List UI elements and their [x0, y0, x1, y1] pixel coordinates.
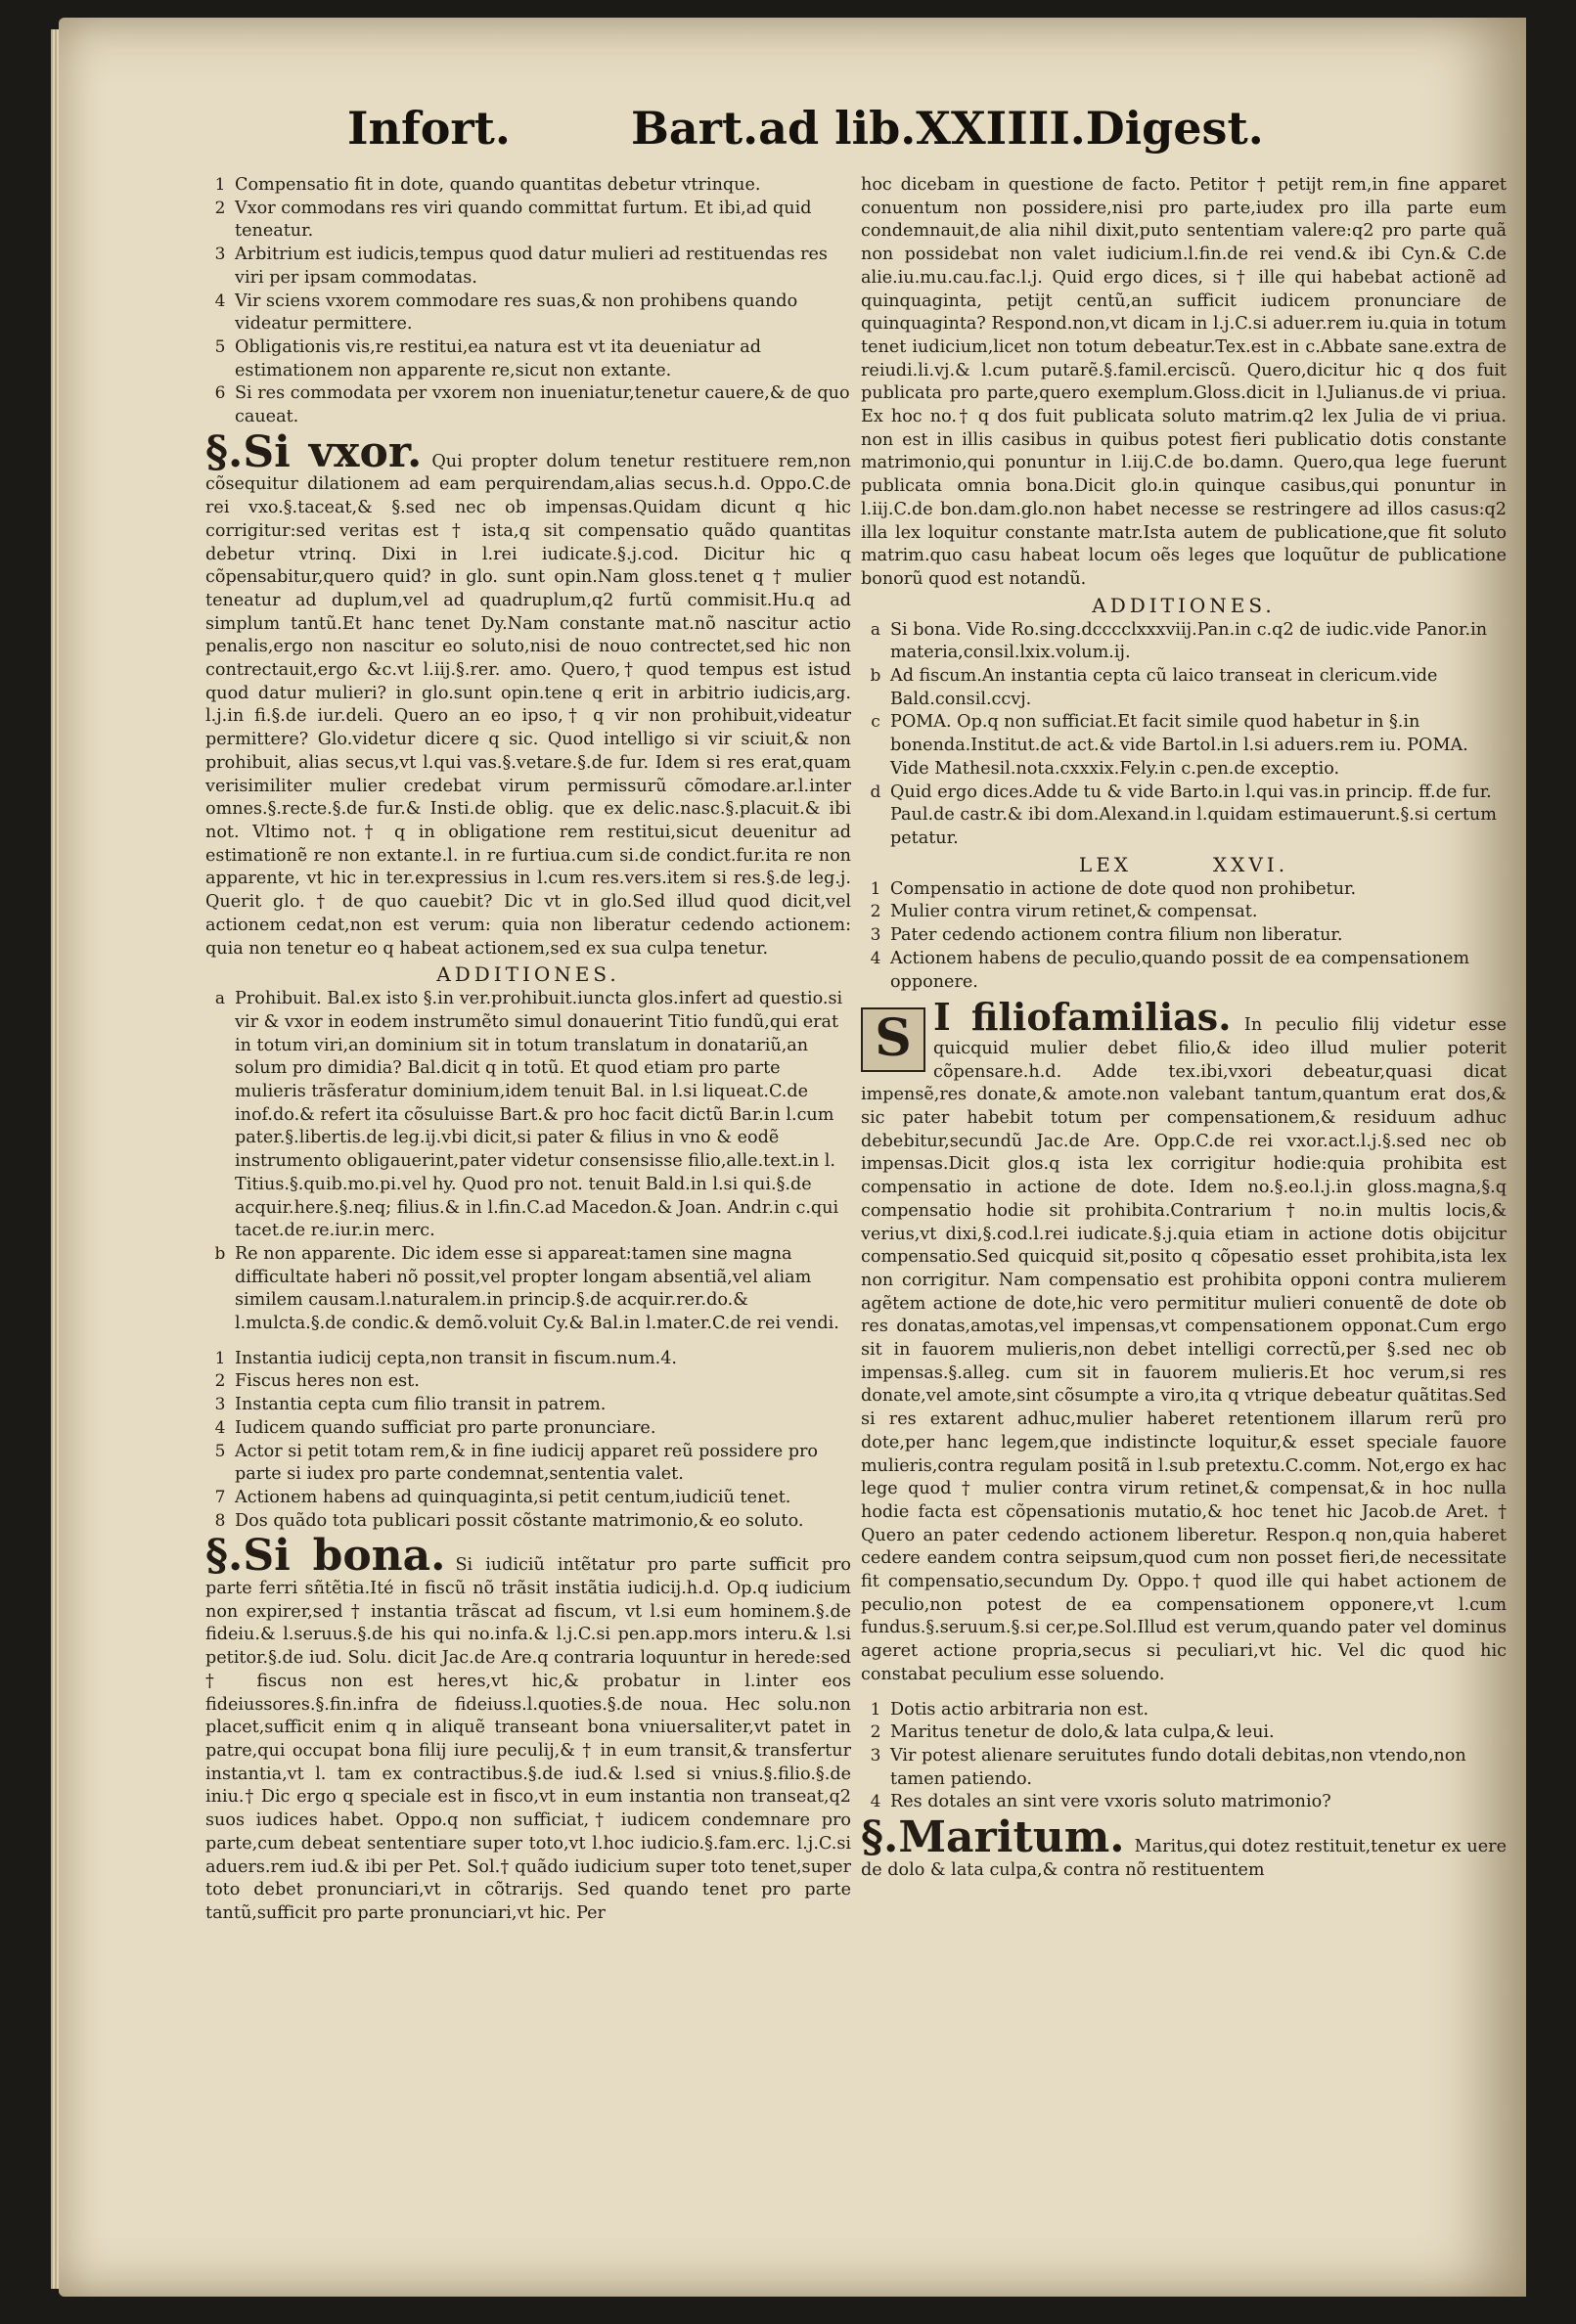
item-number: 4: [214, 290, 226, 311]
section-si-vxor: [205, 426, 851, 961]
summary-item: [205, 244, 851, 290]
additio-item: [205, 988, 851, 1243]
item-number: c: [871, 712, 880, 733]
item-number: b: [214, 1243, 226, 1264]
summary-item: [861, 901, 1507, 924]
item-number: 5: [214, 336, 226, 357]
item-text: Compensatio in actione de dote quod non prohibetur.: [890, 878, 1357, 899]
item-number: 1: [870, 1699, 881, 1720]
summary-item: [861, 1791, 1507, 1814]
summary-list: [205, 1348, 851, 1534]
summary-item: [861, 1699, 1507, 1722]
additio-item: [861, 782, 1507, 851]
summary-item: [205, 290, 851, 336]
section-si-bona: [205, 1531, 851, 1925]
item-text: Vir potest alienare seruitutes fundo dotali debitas,non vtendo,non tamen patiendo.: [890, 1746, 1466, 1789]
item-text: Actionem habens de peculio,quando possit de ea compensationem opponere.: [890, 948, 1470, 992]
summary-item: [205, 198, 851, 244]
item-text: Dos quãdo tota publicari possit cõstante matrimonio,& eo soluto.: [235, 1510, 804, 1531]
right-column: [861, 174, 1507, 1883]
item-text: Dotis actio arbitraria non est.: [890, 1699, 1149, 1720]
item-number: a: [870, 619, 881, 640]
additiones-title: ADDITIONES.: [436, 962, 620, 987]
item-number: 1: [214, 175, 226, 195]
section-heading: §.Si vxor.: [205, 426, 423, 477]
additio-item: [861, 711, 1507, 781]
item-number: 1: [214, 1348, 226, 1368]
summary-item: [205, 1510, 851, 1534]
item-number: 7: [214, 1487, 226, 1507]
item-number: 3: [214, 1395, 226, 1415]
item-text: Actionem habens ad quinquaginta,si petit centum,iudiciũ tenet.: [235, 1487, 791, 1507]
additiones-list: [205, 988, 851, 1336]
summary-item: [205, 174, 851, 198]
additiones-title: ADDITIONES.: [1092, 593, 1276, 617]
item-number: 3: [870, 1746, 881, 1765]
item-number: 4: [214, 1417, 226, 1438]
item-text: Arbitrium est iudicis,tempus quod datur mulieri ad restituendas res viri per ipsam commodatas.: [235, 245, 828, 288]
additio-item: [861, 619, 1507, 665]
summary-list: [861, 1699, 1507, 1815]
left-column: [205, 174, 851, 1926]
summary-item: [861, 924, 1507, 948]
section-text: Si iudiciũ intẽtatur pro parte sufficit pro parte ferri sñtẽtia.Ité in fiscũ nõ trãsit instãtia iudicij.h.d. Op.q iudicium non expirer,sed † instantia trãscat ad fiscum, vt l.si eum hominem.§.de fideiu.& l.seruus.§.de his qui no.infa.& l.j.C.si pen.app.mors interu.& l.si petitor.§.de iud. Solu. dicit Jac.de Are.q contraria loquuntur in herede:sed † fiscus non est heres,vt hic,& probatur in l.inter eos fideiussores.§.fin.infra de fideiuss.l.quoties.§.de noua. Hec solu.non placet,sufficit enim q in aliquẽ transeant bona vniuersaliter,vt patet in patre,qui occupat bona filij iure peculij,& † in eum transit,& transfertur instantia,vt l. tam ex contractibus.§.de iud.& l.sed si vnius.§.filio.§.de iniu.† Dic ergo q speciale est in fisco,vt in eum instantia non transeat,q2 suos iudices habet. Oppo.q non sufficiat,† iudicem condemnare pro parte,cum debeat sententiare super toto,vt l.hoc iudicio.§.fam.erc. l.j.C.si aduers.rem iud.& ibi per Pet. Sol.† quãdo iudicium super toto tenet,super toto debet pronunciari,vt in cõtrarijs. Sed quando tenet pro parte tantũ,sufficit pro parte pronunciari,vt hic. Per: [205, 1555, 851, 1923]
item-text: Quid ergo dices.Adde tu & vide Barto.in l.qui vas.in princip. ff.de fur. Paul.de castr.& ibi dom.Alexand.in l.quidam estimauerunt.§.si certum petatur.: [890, 782, 1497, 848]
item-number: 2: [214, 198, 226, 218]
item-number: 2: [214, 1371, 226, 1392]
summary-item: [861, 1745, 1507, 1791]
item-number: 1: [870, 878, 881, 899]
item-text: Pater cedendo actionem contra filium non liberatur.: [890, 925, 1343, 946]
item-number: a: [214, 989, 226, 1009]
item-text: Obligationis vis,re restitui,ea natura est vt ita deueniatur ad estimationem non apparente re,sicut non extante.: [235, 336, 762, 380]
item-number: 2: [870, 1722, 881, 1743]
item-text: Compensatio fit in dote, quando quantitas debetur vtrinque.: [235, 175, 761, 195]
item-number: 2: [870, 902, 881, 922]
lex-label: LEX: [1078, 852, 1133, 876]
summary-item: [205, 1348, 851, 1371]
additio-item: [861, 665, 1507, 711]
item-text: Fiscus heres non est.: [235, 1371, 420, 1392]
item-text: Si bona. Vide Ro.sing.dcccclxxxviij.Pan.in c.q2 de iudic.vide Panor.in materia,consil.lxix.volum.ij.: [890, 619, 1488, 663]
section-si-filiofamilias: [861, 995, 1508, 1686]
continued-text: hoc dicebam in questione de facto. Petitor † petijt rem,in fine apparet conuentum non possidere,nisi pro parte,iudex pro illa parte eum condemnauit,de alia nihil dixit,puto sententiam valere:q2 pro parte quã non possidebat non valet iudicium.l.fin.de rei vend.& ibi Cyn.& C.de alie.iu.mu.cau.fac.l.j. Quid ergo dices, si † ille qui habebat actionẽ ad quinquaginta, petijt centũ,an sufficit iudicem pronunciare de quinquaginta? Respond.non,vt dicam in l.j.C.si aduer.rem iu.quia in totum tenet iudicium,licet non totum debeatur.Tex.est in c.Abbate sane.extra de reiudi.li.vj.& l.cum putarẽ.§.famil.erciscũ. Quero,dicitur hic q dos fuit publicata pro parte,quero exemplum.Gloss.dicit in l.Julianus.de vi priua. Ex hoc no.† q dos fuit publicata soluto matrim.q2 lex Julia de vi priua. non est in illis casibus in quibus potest fieri publicatio dotis constante matrimonio,qui ponuntur in l.iij.C.de bo.damn. Quero,qua lege fuerunt publicata omnia bona.Dicit glo.in quinque casibus,qui ponuntur in l.iij.C.de bon.dam.glo.non habet necesse se restringere ad illos casus:q2 illa lex loquitur constante matr.Ista autem de publicatione,que fit soluto matrim.quo casu habeat locum oẽs leges que loquũtur de publicatione bonorũ quod est notandũ.: [861, 175, 1507, 589]
item-number: 6: [214, 383, 226, 404]
section-text: Maritus,qui dotez restituit,tenetur ex uere de dolo & lata culpa,& contra nõ restituentem: [861, 1837, 1507, 1880]
item-text: Re non apparente. Dic idem esse si appareat:tamen sine magna difficultate haberi nõ possit,vel propter longam absentiã,vel aliam similem causam.l.naturalem.in princip.§.de acquir.rer.do.& l.mulcta.§.de condic.& demõ.voluit Cy.& Bal.in l.mater.C.de rei vendi.: [235, 1243, 839, 1334]
item-text: Res dotales an sint vere vxoris soluto matrimonio?: [890, 1792, 1331, 1812]
item-text: Si res commodata per vxorem non inueniatur,tenetur cauere,& de quo caueat.: [235, 383, 850, 427]
item-text: Vxor commodans res viri quando committat furtum. Et ibi,ad quid teneatur.: [235, 198, 812, 242]
additiones-list: [861, 619, 1507, 851]
item-text: Instantia cepta cum filio transit in patrem.: [235, 1395, 607, 1415]
additio-item: [205, 1243, 851, 1336]
item-text: Ad fiscum.An instantia cepta cũ laico transeat in clericum.vide Bald.consil.ccvj.: [890, 666, 1438, 709]
section-text: Qui propter dolum tenetur restituere rem,non cõsequitur dilationem ad eam perquirendam,alias secus.h.d. Oppo.C.de rei vxo.§.taceat,& §.sed nec ob impensas.Quidam dicunt q hic corrigitur:sed veritas est † ista,q sit compensatio quãdo quantitas debetur vtrinq. Dixi in l.rei iudicate.§.j.cod. Dicitur hic q cõpensabitur,quero quid? in glo. sunt opin.Nam gloss.tenet q † mulier teneatur ad duplum,vel ad quadruplum,q2 furtũ commisit.Hu.q ad simplum tantũ.Et hanc tenet Dy.Nam constante mat.nõ nascitur actio penalis,ergo non nascitur eo soluto,nisi de nouo contrectet,sed hic non contrectauit,ergo &c.vt l.iij.§.rer. amo. Quero,† quod tempus est istud quod datur mulieri? in glo.sunt opin.tene q erit in arbitrio iudicis,arg. l.j.in fi.§.de iur.deli. Quero an eo ipso,† q vir non prohibuit,videatur permittere? Glo.videtur dicere q sic. Quod intelligo si vir sciuit,& non prohibuit, alias secus,vt l.qui vas.§.vetare.§.de fur. Idem si res erat,quam verisimiliter mulier credebat virum permissurũ cõmodare.ar.l.inter omnes.§.recte.§.de fur.& Insti.de oblig. que ex delic.nasc.§.placuit.& ibi not. Vltimo not.† q in obligatione rem restitui,sicut deuenitur ad estimationẽ re non extante.l. in re furtiua.cum si.de condict.fur.ita re non apparente, vt hic in ter.expressius in l.cum res.vers.item si res.§.de leg.j. Querit glo. † de quo cauebit? Dic vt in glo.Sed illud quod dicit,vel actionem cedat,non est verum: quia non liberatur cedendo actionem: quia non tenetur eo q habeat actionem,sed ex sua culpa tenetur.: [205, 451, 851, 959]
summary-item: [205, 382, 851, 428]
decorated-initial: S: [861, 1007, 925, 1072]
item-number: d: [870, 782, 881, 802]
item-text: Prohibuit. Bal.ex isto §.in ver.prohibuit.iuncta glos.infert ad questio.si vir & vxor in eodem instrumẽto simul donauerint Titio fundũ,qui erat in totum viri,an dominium sit in totum translatum in donatariũ,an solum pro dimidia? Bal.dicit q in totũ. Et quod etiam pro parte mulieris trãsferatur dominium,idem tenuit Bal. in l.si liqueat.C.de inof.do.& refert ita cõsuluisse Bart.& pro hoc facit dictũ Bar.in l.cum pater.§.libertis.de leg.ij.vbi dicit,si pater & filius in vno & eodẽ instrumento obligauerint,pater videtur consensisse filio,alle.text.in l. Titius.§.quib.mo.pi.vel hy. Quod pro not. tenuit Bald.in l.si qui.§.de acquir.here.§.neq; filius.& in l.fin.C.ad Macedon.& Joan. Andr.in c.qui tacet.de re.iur.in merc.: [235, 989, 843, 1241]
summary-item: [205, 1394, 851, 1417]
summary-item: [205, 1370, 851, 1394]
item-text: Mulier contra virum retinet,& compensat.: [890, 902, 1258, 922]
item-number: 4: [870, 948, 881, 968]
header-right: Bart.ad lib.XXIIII.Digest.: [631, 102, 1264, 155]
header-left: Infort.: [347, 102, 511, 155]
section-heading: §.Si bona.: [205, 1531, 446, 1582]
section-text: In peculio filij videtur esse quicquid mulier debet filio,& ideo illud mulier poterit cõpensare.h.d. Adde tex.ibi,vxori debeatur,quasi dicat impensẽ,res donate,& amote.non valebant tantum,quantum erat dos,& sic pater habebit totum per compensationem,& residuum adhuc debebitur,secundũ Jac.de Are. Opp.C.de rei vxor.act.l.j.§.sed nec ob impensas.Dicit glos.q ista lex corrigitur hodie:quia prohibita est compensatio in actione de dote. Idem no.§.eo.l.j.in gloss.magna,§.q compensatio hodie sit prohibita.Contrarium † no.in multis locis,& verius,vt dixi,§.cod.l.rei iudicate.§.j.quia etiam in actione dotis obijcitur compensatio.Sed quicquid sit,posito q cõpesatio esset prohibita,ista lex non corrigitur. Nam compensatio est prohibita opponi contra mulierem agẽtem actione de dote,hic vero permititur mulieri conuentẽ de dote ob res donatas,amotas,vel impensas,vt compensationem opponat.Cum ergo sit in fauorem mulieris,non debet intelligi correctũ,per §.sed nec ob impensas.§.alleg. cum sit in fauorem mulieris.Et hoc verum,si res donate,vel amote,sint cõsumpte a viro,ita q vtrique debeatur quãtitas.Sed si res extarent adhuc,mulier haberet retentionem illarum rerũ pro dote,per hanc legem,que indistincte loquitur,& esset speciale fauore mulieris,contra regulam positã in l.sub pretextu.C.comm. Not,ergo ex hac lege quod † mulier contra virum retinet,& compensat,& in hoc nulla hodie facta est cõpensationis mutatio,& hoc tenet hic Jacob.de Aret. † Quero an pater cedendo actionem liberetur. Respon.q non,quia haberet cedere eandem contra seipsum,quod cum non posset fieri,de necessitate fit compensatio,secundum Dy. Oppo.† quod ille qui habet actionem de peculio,non potest de ea compensationem opponere,vt l.cum fundus.§.seruum.§.si cer,pe.Sol.Illud est verum,quando pater vel dominus ageret actione propria,secus si peculiari,vt hic. Vel dic quod hic constabat peculium esse soluendo.: [861, 1015, 1508, 1684]
summary-item: [205, 336, 851, 382]
item-number: 4: [870, 1792, 881, 1812]
lex-number: XXVI.: [1212, 852, 1289, 876]
summary-item: [205, 1441, 851, 1487]
item-number: 8: [214, 1510, 226, 1531]
item-text: Vir sciens vxorem commodare res suas,& non prohibens quando videatur permittere.: [235, 290, 798, 335]
item-text: Iudicem quando sufficiat pro parte pronunciare.: [235, 1417, 656, 1438]
summary-list: [861, 878, 1507, 995]
summary-item: [205, 1487, 851, 1510]
section-heading: I filiofamilias.: [933, 995, 1232, 1040]
summary-item: [861, 948, 1507, 994]
summary-item: [861, 878, 1507, 902]
summary-item: [205, 1417, 851, 1441]
item-number: 5: [214, 1441, 226, 1461]
item-number: 3: [870, 925, 881, 946]
item-number: 3: [214, 245, 226, 265]
section-maritum: [861, 1812, 1507, 1882]
section-heading: §.Maritum.: [861, 1812, 1125, 1863]
item-text: Instantia iudicij cepta,non transit in fiscum.num.4.: [235, 1348, 677, 1368]
summary-list: [205, 174, 851, 429]
summary-item: [861, 1721, 1507, 1745]
item-text: Maritus tenetur de dolo,& lata culpa,& leui.: [890, 1722, 1275, 1743]
lex-title: [861, 851, 1507, 878]
item-number: b: [870, 666, 881, 687]
item-text: Actor si petit totam rem,& in fine iudicij apparet reũ possidere pro parte si iudex pro parte condemnat,sententia valet.: [235, 1441, 818, 1485]
item-text: POMA. Op.q non sufficiat.Et facit simile quod habetur in §.in bonenda.Institut.de act.& vide Bartol.in l.si aduers.rem iu. POMA. Vide Mathesil.nota.cxxxix.Fely.in c.pen.de exceptio.: [890, 712, 1468, 779]
